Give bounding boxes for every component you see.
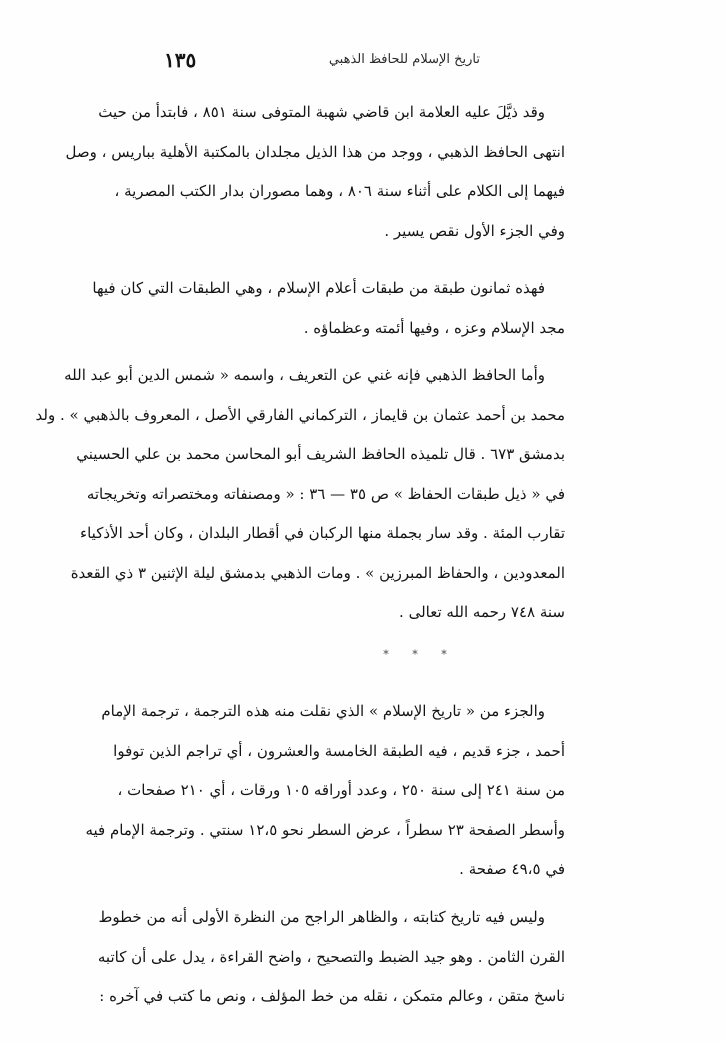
text-line: أحمد ، جزء قديم ، فيه الطبقة الخامسة والعشرون ، أي تراجم الذين توفوا: [113, 741, 565, 760]
paragraph-4: [85, 692, 565, 890]
text-line: بدمشق ٦٧٣ . قال تلميذه الحافظ الشريف أبو المحاسن محمد بن علي الحسيني: [76, 445, 565, 463]
text-line: وقد ذيَّلَ عليه العلامة ابن قاضي شهبة المتوفى سنة ٨٥١ ، فابتدأ من حيث: [98, 103, 545, 121]
text-line: وأسطر الصفحة ٢٣ سطراً ، عرض السطر نحو ١٢،٥ سنتي . وترجمة الإمام فيه: [85, 820, 565, 839]
paragraph-1: [65, 93, 565, 251]
text-line: القرن الثامن . وهو جيد الضبط والتصحيح ، واضح القراءة ، يدل على أن كاتبه: [97, 947, 565, 966]
paragraph-2: [92, 269, 565, 348]
text-line: انتهى الحافظ الذهبي ، ووجد من هذا الذيل مجلدان بالمكتبة الأهلية بباريس ، وصل: [65, 142, 565, 161]
text-line: ناسخ متقن ، وعالم متمكن ، نقله من خط المؤلف ، ونص ما كتب في آخره :: [99, 987, 565, 1005]
text-line: مجد الإسلام وعزه ، وفيها أئمته وعظماؤه .: [303, 318, 565, 337]
page-header: [150, 46, 550, 86]
page-number: ١٣٥: [164, 48, 197, 72]
section-divider-ornament: * * *: [383, 648, 457, 661]
text-line: من سنة ٢٤١ إلى سنة ٢٥٠ ، وعدد أوراقه ١٠٥ ورقات ، أي ٢١٠ صفحات ،: [117, 781, 565, 799]
text-line: وليس فيه تاريخ كتابته ، والظاهر الراجح من النظرة الأولى أنه من خطوط: [98, 908, 545, 926]
text-line: المعدودين ، والحفاظ المبرزين » . ومات الذهبي بدمشق ليلة الإثنين ٣ ذي القعدة: [70, 563, 565, 582]
text-line: سنة ٧٤٨ رحمه الله تعالى .: [399, 603, 565, 621]
running-title: تاريخ الإسلام للحافظ الذهبي: [328, 52, 480, 67]
text-line: وفي الجزء الأول نقص يسير .: [384, 221, 565, 240]
text-line: فهذه ثمانون طبقة من طبقات أعلام الإسلام ، وهي الطبقات التي كان فيها: [92, 279, 545, 297]
text-line: وأما الحافظ الذهبي فإنه غني عن التعريف ، واسمه « شمس الدين أبو عبد الله: [64, 366, 545, 384]
text-line: تقارب المئة . وقد سار بجملة منها الركبان في أقطار البلدان ، وكان أحد الأذكياء: [80, 524, 565, 542]
text-line: محمد بن أحمد عثمان بن قايماز ، التركماني الفارقي الأصل ، المعروف بالذهبي » . ولد: [35, 405, 565, 424]
text-line: في « ذيل طبقات الحفاظ » ص ٣٥ — ٣٦ : « ومصنفاته ومختصراته وتخريجاته: [86, 484, 565, 503]
text-line: فيهما إلى الكلام على أثناء سنة ٨٠٦ ، وهما مصوران بدار الكتب المصرية ،: [114, 182, 565, 200]
paragraph-3: [35, 356, 565, 633]
text-line: في ٤٩،٥ صفحة .: [459, 860, 565, 878]
paragraph-5: [97, 898, 565, 1017]
text-line: والجزء من « تاريخ الإسلام » الذي نقلت منه هذه الترجمة ، ترجمة الإمام: [101, 702, 545, 720]
